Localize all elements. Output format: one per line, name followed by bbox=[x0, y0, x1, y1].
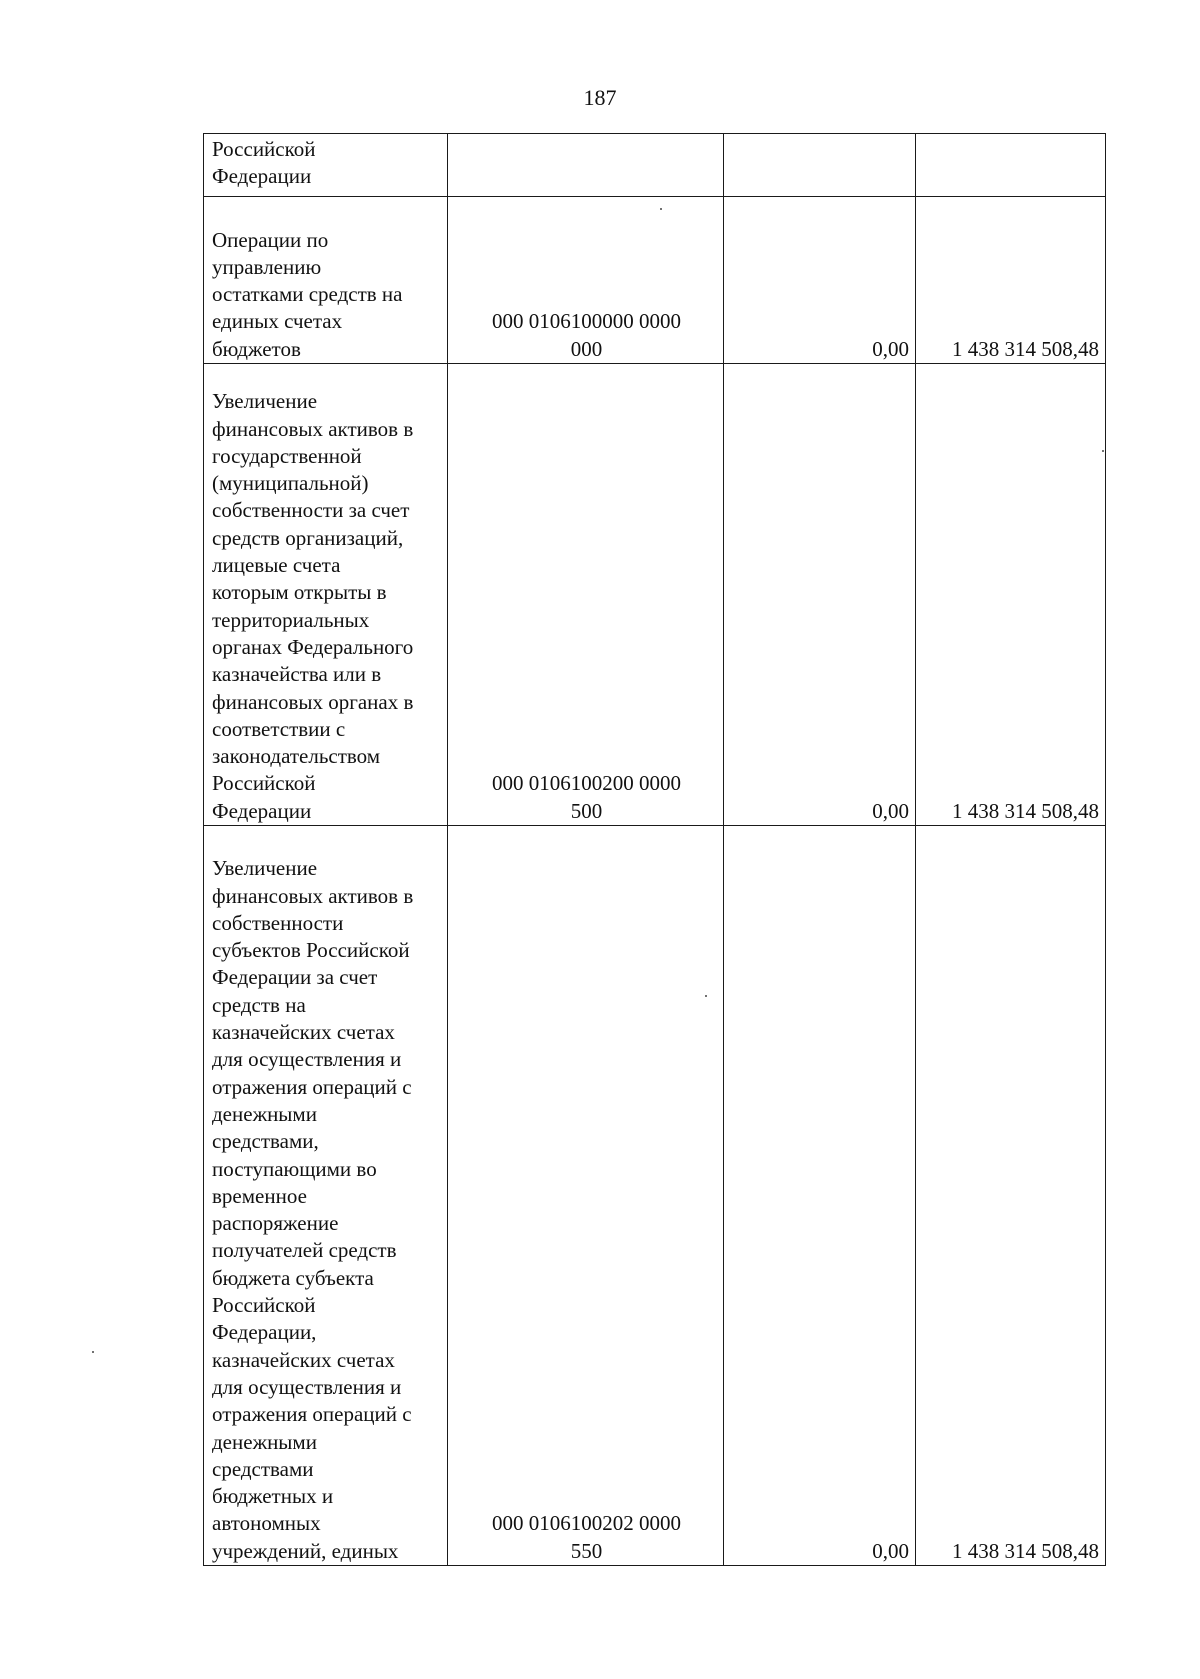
row-name-cell: Российской Федерации bbox=[204, 134, 448, 197]
budget-table bbox=[203, 133, 1106, 1566]
row-code-cell: 000 0106100000 0000 000 bbox=[448, 197, 724, 364]
row-amount-cell: 1 438 314 508,48 bbox=[916, 826, 1106, 1566]
row-name-cell: Операции по управлению остатками средств на единых счетах бюджетов bbox=[204, 197, 448, 364]
scan-speck bbox=[92, 1351, 94, 1353]
table-row bbox=[204, 826, 1106, 1566]
table-row bbox=[204, 197, 1106, 364]
page-number: 187 bbox=[583, 85, 617, 110]
row-value-cell: 0,00 bbox=[724, 364, 916, 826]
row-code-cell: 000 0106100202 0000 550 bbox=[448, 826, 724, 1566]
row-amount-cell bbox=[916, 134, 1106, 197]
row-name-cell: Увеличение финансовых активов в государственной (муниципальной) собственности за счет средств организаций, лицевые счета которым открыты в территориальных органах Федерального казначейства или в финансовых органах в соответствии с законодательством Российской Федерации bbox=[204, 364, 448, 826]
row-amount-cell: 1 438 314 508,48 bbox=[916, 197, 1106, 364]
row-code-cell bbox=[448, 134, 724, 197]
row-value-cell bbox=[724, 134, 916, 197]
row-value-cell: 0,00 bbox=[724, 826, 916, 1566]
scan-speck bbox=[1102, 450, 1104, 452]
table-row bbox=[204, 134, 1106, 197]
row-name-cell: Увеличение финансовых активов в собственности субъектов Российской Федерации за счет средств на казначейских счетах для осуществления и отражения операций с денежными средствами, поступающими во временное распоряжение получателей средств бюджета субъекта Российской Федерации, казначейских счетах для осуществления и отражения операций с денежными средствами бюджетных и автономных учреждений, единых bbox=[204, 826, 448, 1566]
row-amount-cell: 1 438 314 508,48 bbox=[916, 364, 1106, 826]
row-value-cell: 0,00 bbox=[724, 197, 916, 364]
scan-speck bbox=[660, 208, 662, 210]
row-code-cell: 000 0106100200 0000 500 bbox=[448, 364, 724, 826]
table-row bbox=[204, 364, 1106, 826]
scan-speck bbox=[705, 995, 707, 997]
